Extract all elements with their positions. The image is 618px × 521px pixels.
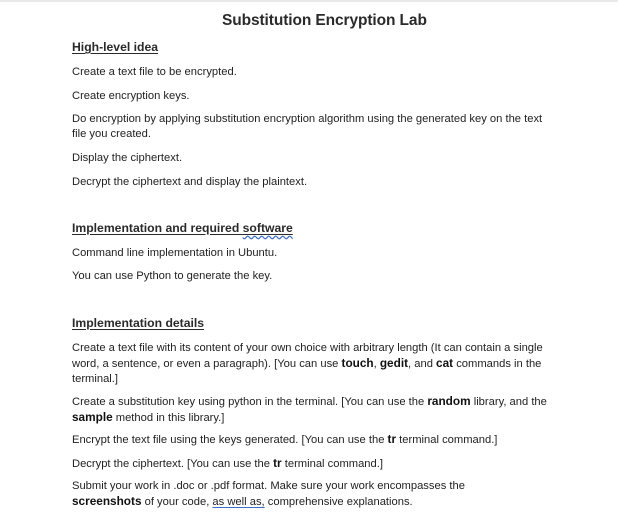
details-paragraph-1: Create a text file with its content of your own choice with arbitrary length (It can contain a single word, a sentence, or even a paragraph). [You can use touch, gedit, and cat commands in the terminal.] <box>72 342 543 385</box>
high-level-item-5: Decrypt the ciphertext and display the plaintext. <box>72 176 308 188</box>
software-item-2: You can use Python to generate the key. <box>72 270 273 282</box>
high-level-item-1: Create a text file to be encrypted. <box>72 66 237 78</box>
top-divider <box>0 0 618 2</box>
section-heading-implementation-details: Implementation details <box>72 316 205 330</box>
details-paragraph-4: Decrypt the ciphertext. [You can use the tr terminal command.] <box>72 456 383 470</box>
heading-text-spellcheck: software <box>242 221 293 235</box>
software-item-1: Command line implementation in Ubuntu. <box>72 247 278 259</box>
heading-text: Implementation and required <box>72 221 243 235</box>
document-title: Substitution Encryption Lab <box>222 12 427 29</box>
section-heading-high-level-idea: High-level idea <box>72 40 159 54</box>
details-paragraph-5: Submit your work in .doc or .pdf format. Make sure your work encompasses the screenshots of your code, as well as, comprehensive explanations. <box>72 480 465 508</box>
high-level-item-4: Display the ciphertext. <box>72 152 183 164</box>
details-paragraph-3: Encrypt the text file using the keys generated. [You can use the tr terminal command.] <box>72 432 498 446</box>
high-level-item-3: Do encryption by applying substitution encryption algorithm using the generated key on the text file you created. <box>72 113 543 140</box>
details-paragraph-2: Create a substitution key using python in the terminal. [You can use the random library, and the sample method in this library.] <box>72 394 547 424</box>
spellcheck-underlined-text: as well as, <box>212 496 265 508</box>
section-heading-implementation-software <box>72 221 293 235</box>
high-level-item-2: Create encryption keys. <box>72 90 190 102</box>
